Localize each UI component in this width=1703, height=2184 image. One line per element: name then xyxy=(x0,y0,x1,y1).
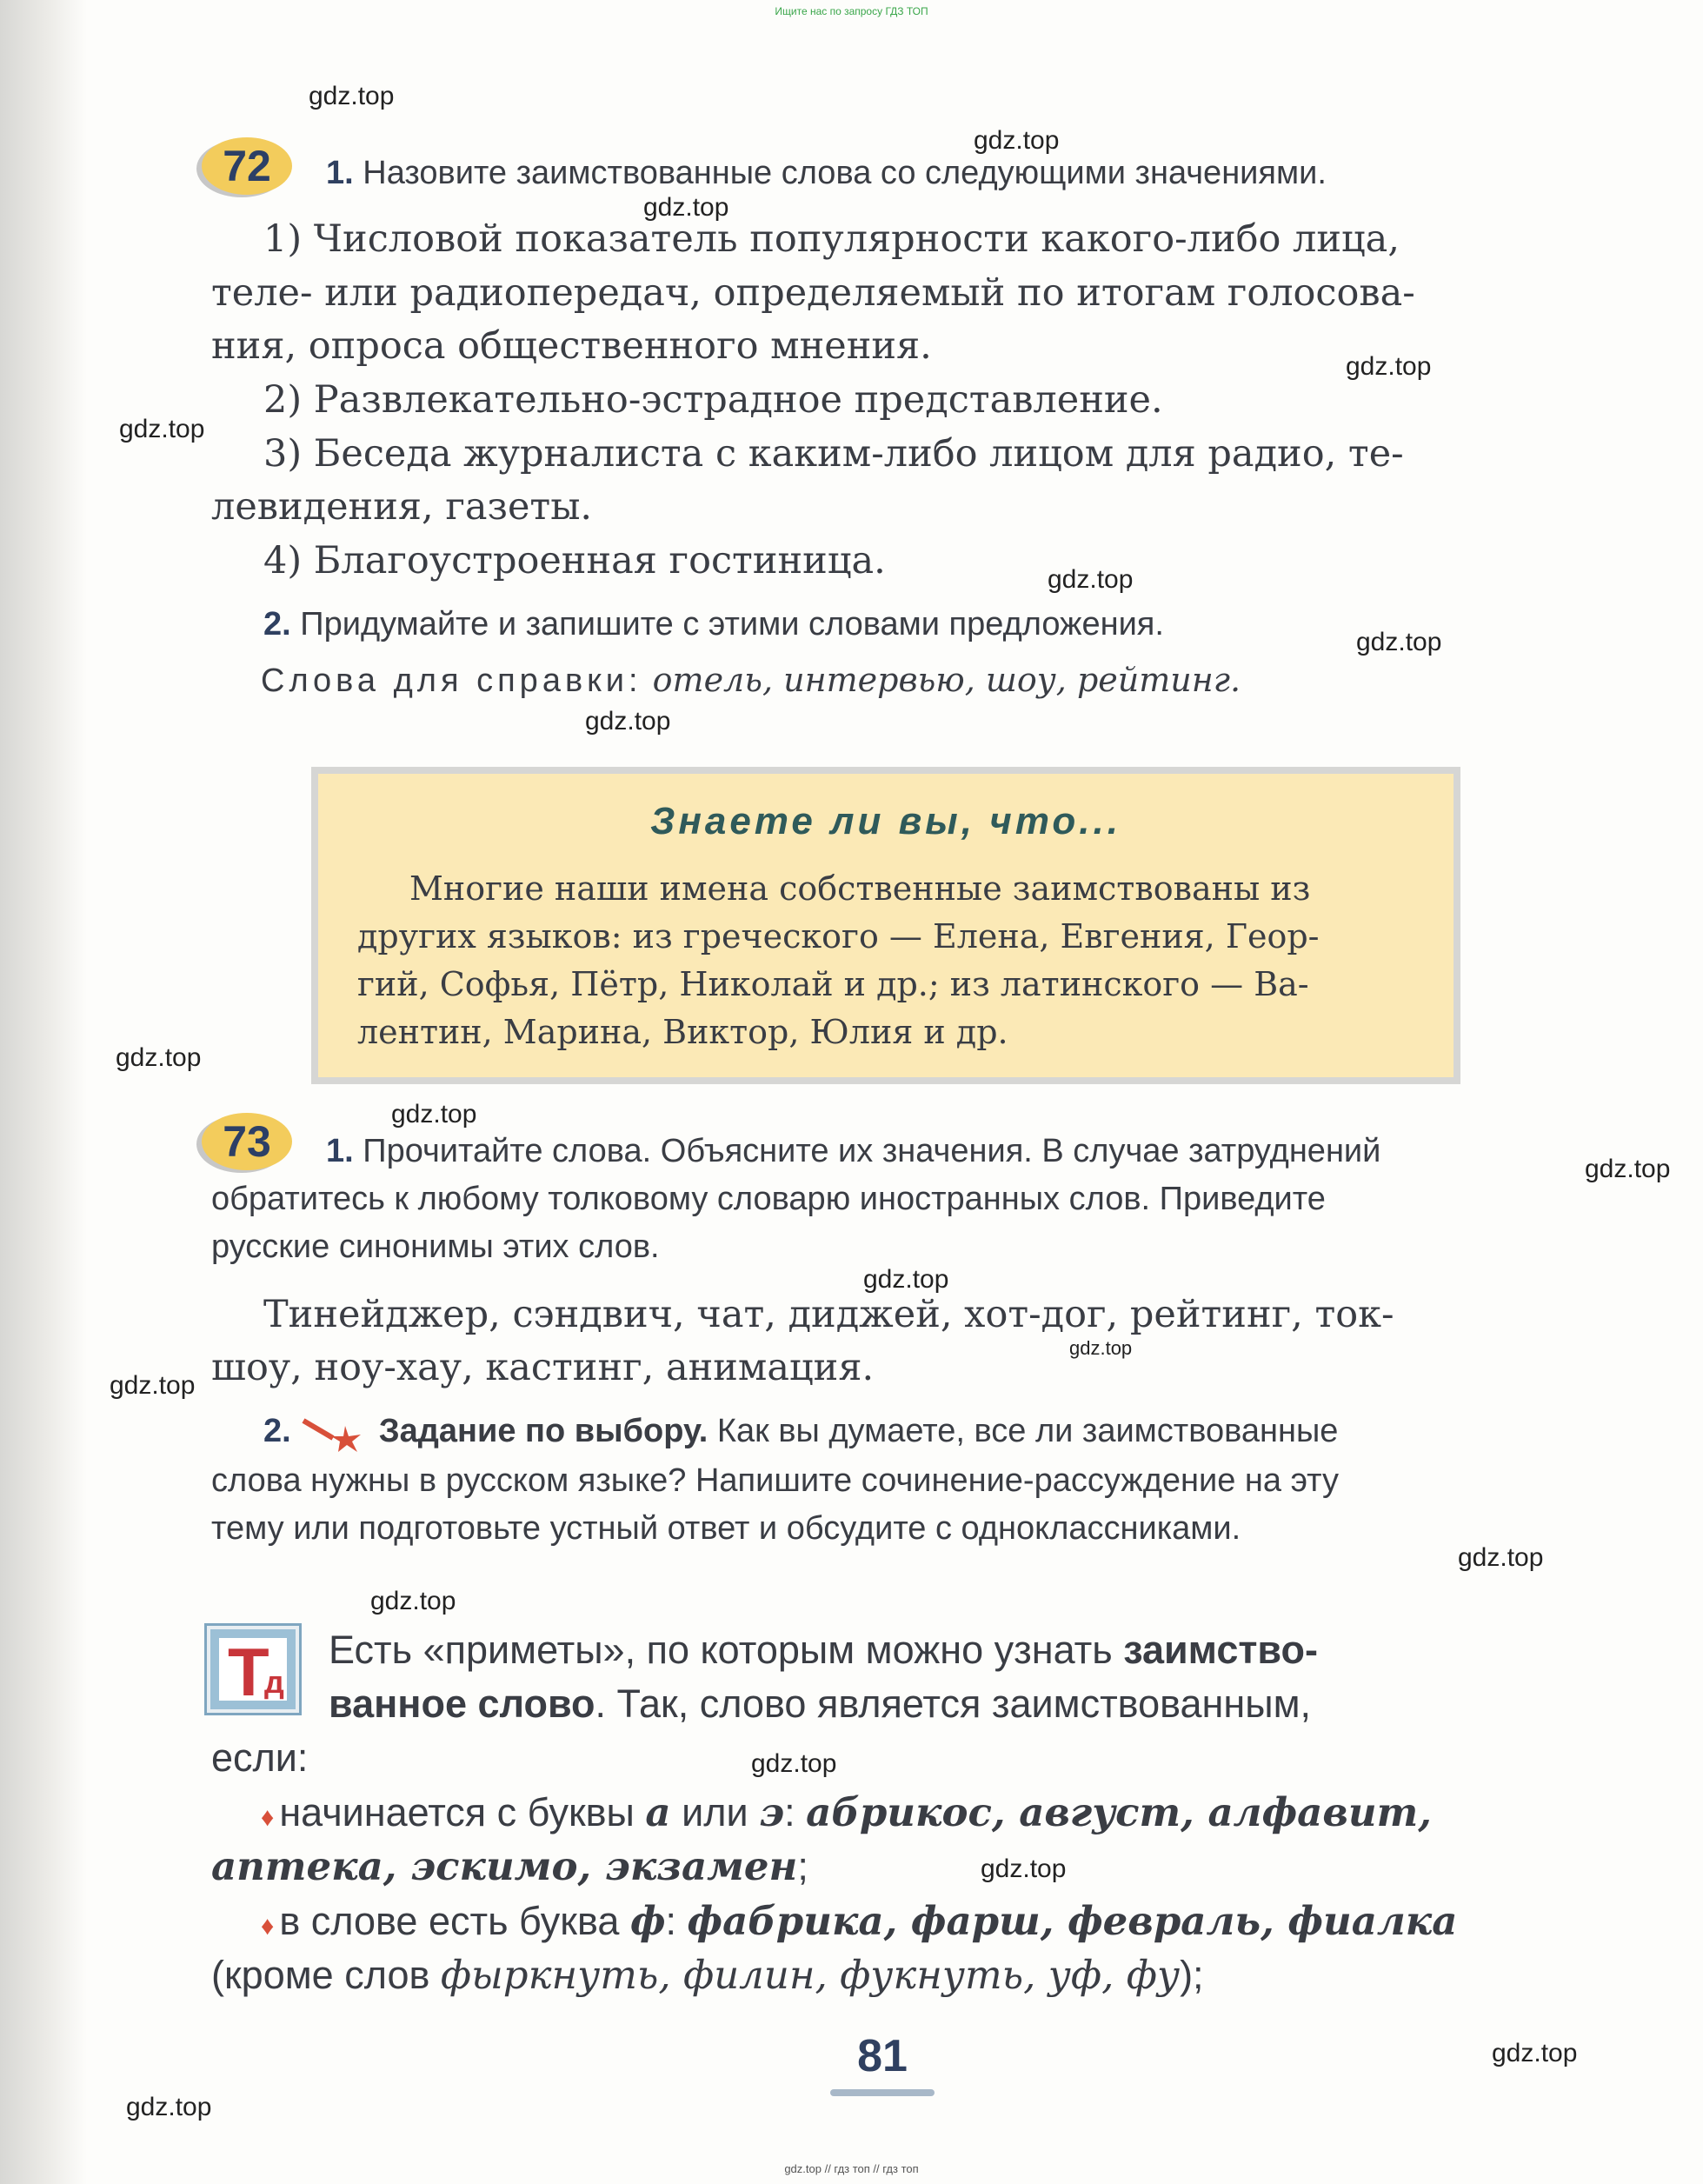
infobox-title: Знаете ли вы, что... xyxy=(650,800,1121,842)
ex73-line: обратитесь к любому толковому словарю иностранных слов. Приведите xyxy=(211,1181,1326,1217)
watermark: gdz.top xyxy=(643,193,729,222)
watermark: gdz.top xyxy=(1048,565,1134,594)
task-label: Задание по выбору. xyxy=(378,1413,708,1449)
theory-text: Есть «приметы», по которым можно узнать xyxy=(329,1628,1124,1672)
watermark: gdz.top xyxy=(1585,1155,1671,1183)
theory-line xyxy=(329,1628,1676,1673)
watermark: gdz.top xyxy=(974,126,1060,155)
watermark: gdz.top xyxy=(119,415,205,443)
theory-bullet xyxy=(261,1789,1608,1835)
theory-icon-inner xyxy=(219,1634,287,1710)
ex73-words: шоу, ноу-хау, кастинг, анимация. xyxy=(211,1346,875,1389)
bullet-text: начинается с буквы xyxy=(279,1790,646,1834)
bullet-text: : xyxy=(784,1790,807,1834)
top-banner[interactable]: Ищите нас по запросу ГДЗ ТОП xyxy=(775,5,928,17)
ex73-words: Тинейджер, сэндвич, чат, диджей, хот-дог, рейтинг, ток- xyxy=(263,1293,1394,1336)
theory-bold: ванное слово xyxy=(329,1681,595,1726)
theory-line xyxy=(329,1681,1676,1727)
ex73-line: тему или подготовьте устный ответ и обсудите с одноклассниками. xyxy=(211,1510,1241,1547)
watermark: gdz.top xyxy=(1458,1543,1544,1572)
watermark: gdz.top xyxy=(110,1371,196,1400)
task-number: 2. xyxy=(263,1413,291,1449)
ex72-task2 xyxy=(263,606,1611,643)
infobox-line: других языков: из греческого — Елена, Евгения, Геор- xyxy=(357,917,1320,956)
ex72-line: 4) Благоустроенная гостиница. xyxy=(263,539,886,583)
page-number: 81 xyxy=(857,2031,908,2081)
star-icon xyxy=(300,1415,369,1450)
watermark: gdz.top xyxy=(370,1587,456,1615)
letter: э xyxy=(759,1789,785,1835)
theory-text: . Так, слово является заимствованным, xyxy=(595,1681,1312,1726)
watermark: gdz.top xyxy=(391,1100,477,1129)
task-number: 1. xyxy=(326,1133,354,1169)
reference-words xyxy=(261,661,1608,700)
watermark: gdz.top xyxy=(1356,628,1442,656)
ex72-line: левидения, газеты. xyxy=(211,485,593,529)
watermark: gdz.top xyxy=(863,1265,949,1294)
watermark: gdz.top xyxy=(309,82,395,110)
watermark: gdz.top xyxy=(751,1749,837,1778)
ex73-task2 xyxy=(263,1413,1611,1450)
task-text: Назовите заимствованные слова со следующими значениями. xyxy=(363,155,1327,191)
theory-line: если: xyxy=(211,1735,309,1780)
diamond-icon: ♦ xyxy=(261,1803,275,1832)
example-words: абрикос, август, алфавит, xyxy=(806,1789,1432,1835)
theory-icon-letter: Т xyxy=(228,1634,269,1710)
letter: ф xyxy=(629,1898,666,1944)
watermark: gdz.top xyxy=(1492,2039,1578,2067)
reference-list: отель, интервью, шоу, рейтинг. xyxy=(652,661,1241,699)
task-text: Придумайте и запишите с этими словами предложения. xyxy=(300,606,1164,643)
theory-bullet-cont xyxy=(211,1952,1559,1998)
theory-icon xyxy=(207,1626,299,1713)
example-words: фыркнуть, филин, фукнуть, уф, фу xyxy=(440,1952,1181,1998)
diamond-icon: ♦ xyxy=(261,1912,275,1941)
exercise-number-badge: 72 xyxy=(202,137,292,195)
watermark: gdz.top xyxy=(1069,1337,1133,1359)
bullet-text: или xyxy=(670,1790,760,1834)
bullet-text: ); xyxy=(1180,1953,1204,1997)
task-number: 2. xyxy=(263,606,291,643)
ex73-line: слова нужны в русском языке? Напишите сочинение-рассуждение на эту xyxy=(211,1462,1339,1499)
task-text: Прочитайте слова. Объясните их значения. В случае затруднений xyxy=(363,1133,1381,1169)
theory-icon-sub: д xyxy=(264,1664,284,1700)
page-number-underline xyxy=(830,2089,935,2096)
theory-bold: заимство- xyxy=(1123,1628,1318,1672)
watermark: gdz.top xyxy=(585,707,671,736)
bullet-text: ; xyxy=(797,1844,808,1888)
infobox-line: гий, Софья, Пётр, Николай и др.; из латинского — Ва- xyxy=(357,965,1309,1003)
bullet-text: (кроме слов xyxy=(211,1953,441,1997)
example-words: фабрика, фарш, февраль, фиалка xyxy=(687,1898,1458,1944)
bullet-text: : xyxy=(665,1899,688,1943)
reference-label: Слова для справки: xyxy=(261,663,642,699)
watermark: gdz.top xyxy=(1346,352,1432,381)
watermark: gdz.top xyxy=(981,1854,1067,1883)
ex73-task1 xyxy=(326,1133,1673,1170)
infobox-line: лентин, Марина, Виктор, Юлия и др. xyxy=(357,1013,1008,1051)
task-text: Как вы думаете, все ли заимствованные xyxy=(716,1413,1339,1449)
ex73-line: русские синонимы этих слов. xyxy=(211,1228,660,1265)
watermark: gdz.top xyxy=(116,1043,202,1072)
ex72-line: ния, опроса общественного мнения. xyxy=(211,324,932,368)
ex72-line: 3) Беседа журналиста с каким-либо лицом для радио, те- xyxy=(263,432,1404,476)
infobox-line: Многие наши имена собственные заимствованы из xyxy=(409,869,1311,908)
example-words: аптека, эскимо, экзамен xyxy=(211,1843,798,1889)
ex72-task1 xyxy=(326,155,1673,192)
bullet-text: в слове есть буква xyxy=(279,1899,630,1943)
watermark: gdz.top xyxy=(126,2093,212,2121)
book-spine-shadow xyxy=(0,0,87,2184)
did-you-know-box xyxy=(311,767,1460,1084)
theory-bullet-cont xyxy=(211,1843,1559,1889)
ex72-line: 2) Развлекательно-эстрадное представление. xyxy=(263,378,1163,422)
exercise-number-badge: 73 xyxy=(202,1113,292,1170)
ex72-line: теле- или радиопередач, определяемый по итогам голосова- xyxy=(211,271,1415,315)
footer-links[interactable]: gdz.top // гдз топ // гдз топ xyxy=(784,2162,919,2175)
theory-bullet xyxy=(261,1898,1608,1944)
letter: а xyxy=(645,1789,671,1835)
ex72-line: 1) Числовой показатель популярности какого-либо лица, xyxy=(263,217,1400,261)
task-number: 1. xyxy=(326,155,354,191)
